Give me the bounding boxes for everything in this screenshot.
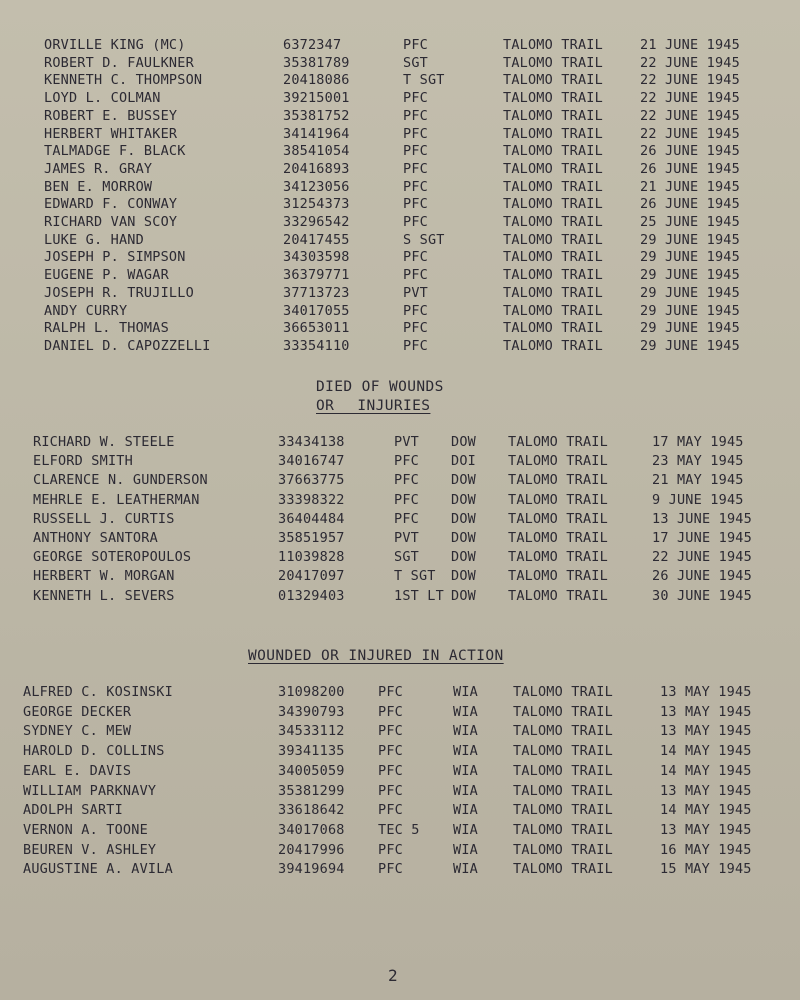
casualty-serial: 33398322 [278, 491, 345, 508]
casualty-status: DOW [451, 568, 476, 585]
casualty-date: 30 JUNE 1945 [652, 587, 752, 604]
casualty-name: LUKE G. HAND [44, 231, 144, 248]
casualty-name: JOSEPH R. TRUJILLO [44, 284, 194, 301]
casualty-row [0, 860, 800, 879]
casualty-location: TALOMO TRAIL [513, 861, 613, 878]
casualty-date: 26 JUNE 1945 [652, 568, 752, 585]
casualty-date: 17 JUNE 1945 [652, 530, 752, 546]
casualty-status: DOW [451, 587, 476, 604]
casualty-rank: PFC [378, 723, 403, 740]
casualty-rank: PFC [403, 90, 428, 107]
wounded-in-action-heading: WOUNDED OR INJURED IN ACTION [248, 648, 504, 664]
page-number: 2 [388, 966, 398, 985]
casualty-location: TALOMO TRAIL [503, 196, 603, 213]
casualty-status: WIA [453, 802, 478, 819]
casualty-location: TALOMO TRAIL [503, 249, 603, 266]
casualty-location: TALOMO TRAIL [503, 337, 603, 354]
casualty-rank: T SGT [403, 72, 445, 89]
casualty-serial: 35381789 [283, 54, 350, 71]
casualty-serial: 34390793 [278, 703, 345, 720]
casualty-date: 22 JUNE 1945 [640, 90, 740, 107]
casualty-row [0, 248, 800, 267]
casualty-date: 13 MAY 1945 [660, 684, 752, 700]
casualty-date: 26 JUNE 1945 [640, 196, 740, 213]
casualty-location: TALOMO TRAIL [513, 743, 613, 760]
casualty-serial: 34016747 [278, 453, 345, 470]
casualty-serial: 31254373 [283, 196, 350, 213]
casualty-date: 21 JUNE 1945 [640, 37, 740, 53]
casualty-row [0, 160, 800, 179]
casualty-date: 29 JUNE 1945 [640, 302, 740, 319]
casualty-serial: 34017068 [278, 821, 345, 838]
casualty-location: TALOMO TRAIL [503, 160, 603, 177]
casualty-rank: PFC [394, 453, 419, 470]
casualty-row [0, 125, 800, 144]
casualty-row [0, 319, 800, 338]
casualty-date: 13 MAY 1945 [660, 723, 752, 740]
casualty-location: TALOMO TRAIL [513, 841, 613, 858]
casualty-row [0, 36, 800, 55]
casualty-location: TALOMO TRAIL [508, 434, 608, 450]
casualty-name: VERNON A. TOONE [23, 821, 148, 838]
casualty-row [0, 683, 800, 702]
casualty-rank: PVT [403, 284, 428, 301]
casualty-location: TALOMO TRAIL [503, 284, 603, 301]
casualty-location: TALOMO TRAIL [513, 821, 613, 838]
casualty-date: 13 MAY 1945 [660, 703, 752, 720]
casualty-location: TALOMO TRAIL [508, 491, 608, 508]
casualty-row [0, 107, 800, 126]
casualty-location: TALOMO TRAIL [508, 453, 608, 470]
casualty-date: 17 MAY 1945 [652, 434, 744, 450]
casualty-name: GEORGE DECKER [23, 703, 132, 720]
casualty-row [0, 567, 800, 586]
casualty-name: RUSSELL J. CURTIS [33, 510, 175, 527]
casualty-rank: PFC [403, 178, 428, 195]
casualty-serial: 39215001 [283, 90, 350, 107]
casualty-rank: PFC [378, 802, 403, 819]
casualty-serial: 33618642 [278, 802, 345, 819]
casualty-rank: PFC [403, 160, 428, 177]
casualty-row [0, 821, 800, 840]
casualty-name: GEORGE SOTEROPOULOS [33, 549, 192, 566]
casualty-status: WIA [453, 684, 478, 700]
casualty-name: ROBERT D. FAULKNER [44, 54, 194, 71]
casualty-date: 29 JUNE 1945 [640, 284, 740, 301]
casualty-rank: PFC [403, 37, 428, 53]
casualty-name: ELFORD SMITH [33, 453, 133, 470]
casualty-name: MEHRLE E. LEATHERMAN [33, 491, 200, 508]
casualty-serial: 20417455 [283, 231, 350, 248]
casualty-name: ROBERT E. BUSSEY [44, 107, 178, 124]
casualty-serial: 37663775 [278, 472, 345, 489]
casualty-location: TALOMO TRAIL [503, 178, 603, 195]
casualty-serial: 34123056 [283, 178, 350, 195]
casualty-date: 15 MAY 1945 [660, 861, 752, 878]
casualty-name: EUGENE P. WAGAR [44, 267, 169, 284]
casualty-location: TALOMO TRAIL [513, 762, 613, 779]
casualty-date: 22 JUNE 1945 [640, 125, 740, 142]
casualty-status: WIA [453, 703, 478, 720]
casualty-rank: PFC [378, 684, 403, 700]
casualty-location: TALOMO TRAIL [503, 320, 603, 337]
casualty-name: EDWARD F. CONWAY [44, 196, 178, 213]
casualty-row [0, 433, 800, 452]
casualty-location: TALOMO TRAIL [503, 143, 603, 160]
casualty-rank: PFC [394, 472, 419, 489]
casualty-date: 29 JUNE 1945 [640, 267, 740, 284]
casualty-serial: 36404484 [278, 510, 345, 527]
casualty-rank: PVT [394, 434, 419, 450]
casualty-status: DOW [451, 510, 476, 527]
casualty-date: 22 JUNE 1945 [640, 107, 740, 124]
casualty-status: WIA [453, 723, 478, 740]
casualty-name: LOYD L. COLMAN [44, 90, 161, 107]
casualty-rank: PFC [403, 267, 428, 284]
casualty-name: JAMES R. GRAY [44, 160, 153, 177]
casualty-date: 26 JUNE 1945 [640, 160, 740, 177]
casualty-date: 25 JUNE 1945 [640, 214, 740, 230]
casualty-serial: 11039828 [278, 549, 345, 566]
casualty-row [0, 471, 800, 490]
casualty-location: TALOMO TRAIL [503, 54, 603, 71]
casualty-rank: PFC [394, 491, 419, 508]
casualty-serial: 35381752 [283, 107, 350, 124]
casualty-location: TALOMO TRAIL [503, 72, 603, 89]
casualty-name: ALFRED C. KOSINSKI [23, 684, 173, 700]
casualty-serial: 20417996 [278, 841, 345, 858]
casualty-name: WILLIAM PARKNAVY [23, 782, 157, 799]
casualty-name: HAROLD D. COLLINS [23, 743, 165, 760]
casualty-serial: 33434138 [278, 434, 345, 450]
casualty-date: 26 JUNE 1945 [640, 143, 740, 160]
casualty-rank: PFC [394, 510, 419, 527]
casualty-name: TALMADGE F. BLACK [44, 143, 186, 160]
casualty-rank: PFC [378, 861, 403, 878]
casualty-location: TALOMO TRAIL [503, 90, 603, 107]
casualty-location: TALOMO TRAIL [503, 267, 603, 284]
casualty-row [0, 142, 800, 161]
casualty-rank: TEC 5 [378, 821, 420, 838]
casualty-location: TALOMO TRAIL [508, 568, 608, 585]
casualty-date: 13 MAY 1945 [660, 782, 752, 799]
casualty-location: TALOMO TRAIL [503, 107, 603, 124]
casualty-serial: 34005059 [278, 762, 345, 779]
casualty-name: RALPH L. THOMAS [44, 320, 169, 337]
casualty-status: WIA [453, 782, 478, 799]
casualty-row [0, 231, 800, 250]
casualty-name: ANDY CURRY [44, 302, 128, 319]
casualty-serial: 33354110 [283, 337, 350, 354]
casualty-date: 23 MAY 1945 [652, 453, 744, 470]
casualty-date: 22 JUNE 1945 [652, 549, 752, 566]
casualty-row [0, 703, 800, 722]
casualty-row [0, 782, 800, 801]
casualty-serial: 34303598 [283, 249, 350, 266]
casualty-row [0, 841, 800, 860]
casualty-name: RICHARD VAN SCOY [44, 214, 178, 230]
casualty-row [0, 195, 800, 214]
casualty-serial: 20416893 [283, 160, 350, 177]
died-of-wounds-heading-line1: DIED OF WOUNDS [316, 379, 444, 395]
casualty-serial: 37713723 [283, 284, 350, 301]
casualty-name: SYDNEY C. MEW [23, 723, 132, 740]
casualty-serial: 35381299 [278, 782, 345, 799]
casualty-name: BEN E. MORROW [44, 178, 153, 195]
casualty-name: BEUREN V. ASHLEY [23, 841, 157, 858]
casualty-row [0, 54, 800, 73]
casualty-date: 9 JUNE 1945 [652, 491, 744, 508]
casualty-name: ORVILLE KING (MC) [44, 37, 186, 53]
casualty-status: DOW [451, 549, 476, 566]
casualty-rank: PFC [378, 762, 403, 779]
casualty-location: TALOMO TRAIL [513, 802, 613, 819]
casualty-rank: PFC [403, 249, 428, 266]
casualty-row [0, 337, 800, 356]
casualty-row [0, 742, 800, 761]
casualty-rank: PFC [403, 143, 428, 160]
casualty-date: 14 MAY 1945 [660, 762, 752, 779]
casualty-location: TALOMO TRAIL [508, 510, 608, 527]
casualty-rank: PFC [403, 337, 428, 354]
casualty-date: 29 JUNE 1945 [640, 231, 740, 248]
casualty-serial: 39419694 [278, 861, 345, 878]
casualty-serial: 36379771 [283, 267, 350, 284]
casualty-serial: 31098200 [278, 684, 345, 700]
casualty-row [0, 762, 800, 781]
casualty-row [0, 302, 800, 321]
casualty-row [0, 89, 800, 108]
casualty-location: TALOMO TRAIL [503, 214, 603, 230]
casualty-status: WIA [453, 762, 478, 779]
casualty-location: TALOMO TRAIL [508, 472, 608, 489]
casualty-row [0, 284, 800, 303]
casualty-rank: PFC [378, 743, 403, 760]
casualty-status: WIA [453, 861, 478, 878]
casualty-serial: 34017055 [283, 302, 350, 319]
died-of-wounds-heading-line2: OR INJURIES [316, 398, 431, 414]
casualty-serial: 34141964 [283, 125, 350, 142]
casualty-serial: 38541054 [283, 143, 350, 160]
casualty-location: TALOMO TRAIL [508, 530, 608, 546]
casualty-rank: PFC [378, 703, 403, 720]
casualty-name: JOSEPH P. SIMPSON [44, 249, 186, 266]
casualty-date: 29 JUNE 1945 [640, 337, 740, 354]
casualty-name: ANTHONY SANTORA [33, 530, 158, 546]
casualty-date: 21 JUNE 1945 [640, 178, 740, 195]
casualty-serial: 39341135 [278, 743, 345, 760]
casualty-row [0, 510, 800, 529]
casualty-serial: 36653011 [283, 320, 350, 337]
casualty-row [0, 266, 800, 285]
casualty-location: TALOMO TRAIL [513, 703, 613, 720]
casualty-rank: PFC [403, 320, 428, 337]
casualty-row [0, 452, 800, 471]
casualty-serial: 33296542 [283, 214, 350, 230]
casualty-rank: PFC [378, 782, 403, 799]
casualty-status: DOW [451, 434, 476, 450]
casualty-date: 14 MAY 1945 [660, 743, 752, 760]
casualty-name: HERBERT W. MORGAN [33, 568, 175, 585]
casualty-rank: PFC [403, 125, 428, 142]
casualty-date: 22 JUNE 1945 [640, 72, 740, 89]
casualty-row [0, 178, 800, 197]
casualty-name: HERBERT WHITAKER [44, 125, 178, 142]
casualty-location: TALOMO TRAIL [503, 231, 603, 248]
casualty-status: WIA [453, 743, 478, 760]
casualty-location: TALOMO TRAIL [503, 125, 603, 142]
casualty-date: 14 MAY 1945 [660, 802, 752, 819]
casualty-status: DOW [451, 491, 476, 508]
casualty-location: TALOMO TRAIL [513, 782, 613, 799]
casualty-rank: PFC [403, 107, 428, 124]
casualty-status: WIA [453, 841, 478, 858]
casualty-date: 29 JUNE 1945 [640, 320, 740, 337]
casualty-name: RICHARD W. STEELE [33, 434, 175, 450]
casualty-rank: SGT [403, 54, 428, 71]
casualty-row [0, 71, 800, 90]
casualty-location: TALOMO TRAIL [513, 684, 613, 700]
casualty-rank: 1ST LT [394, 587, 444, 604]
casualty-date: 29 JUNE 1945 [640, 249, 740, 266]
casualty-rank: SGT [394, 549, 419, 566]
casualty-date: 21 MAY 1945 [652, 472, 744, 489]
casualty-date: 22 JUNE 1945 [640, 54, 740, 71]
casualty-status: DOW [451, 472, 476, 489]
casualty-status: DOW [451, 530, 476, 546]
casualty-row [0, 529, 800, 548]
casualty-location: TALOMO TRAIL [508, 549, 608, 566]
casualty-name: ADOLPH SARTI [23, 802, 123, 819]
casualty-date: 13 MAY 1945 [660, 821, 752, 838]
casualty-location: TALOMO TRAIL [503, 302, 603, 319]
casualty-name: AUGUSTINE A. AVILA [23, 861, 173, 878]
casualty-serial: 01329403 [278, 587, 345, 604]
casualty-serial: 20417097 [278, 568, 345, 585]
casualty-rank: PVT [394, 530, 419, 546]
casualty-serial: 35851957 [278, 530, 345, 546]
casualty-row [0, 801, 800, 820]
casualty-rank: PFC [403, 302, 428, 319]
casualty-serial: 6372347 [283, 37, 342, 53]
casualty-location: TALOMO TRAIL [508, 587, 608, 604]
casualty-name: DANIEL D. CAPOZZELLI [44, 337, 211, 354]
casualty-row [0, 213, 800, 232]
casualty-date: 13 JUNE 1945 [652, 510, 752, 527]
casualty-location: TALOMO TRAIL [513, 723, 613, 740]
casualty-rank: PFC [403, 214, 428, 230]
casualty-rank: T SGT [394, 568, 436, 585]
casualty-name: KENNETH L. SEVERS [33, 587, 175, 604]
casualty-serial: 20418086 [283, 72, 350, 89]
casualty-rank: S SGT [403, 231, 445, 248]
casualty-name: KENNETH C. THOMPSON [44, 72, 203, 89]
casualty-name: CLARENCE N. GUNDERSON [33, 472, 208, 489]
casualty-name: EARL E. DAVIS [23, 762, 132, 779]
casualty-rank: PFC [378, 841, 403, 858]
casualty-status: DOI [451, 453, 476, 470]
casualty-row [0, 722, 800, 741]
casualty-serial: 34533112 [278, 723, 345, 740]
casualty-row [0, 548, 800, 567]
casualty-status: WIA [453, 821, 478, 838]
casualty-date: 16 MAY 1945 [660, 841, 752, 858]
casualty-location: TALOMO TRAIL [503, 37, 603, 53]
casualty-row [0, 491, 800, 510]
casualty-row [0, 587, 800, 606]
casualty-rank: PFC [403, 196, 428, 213]
